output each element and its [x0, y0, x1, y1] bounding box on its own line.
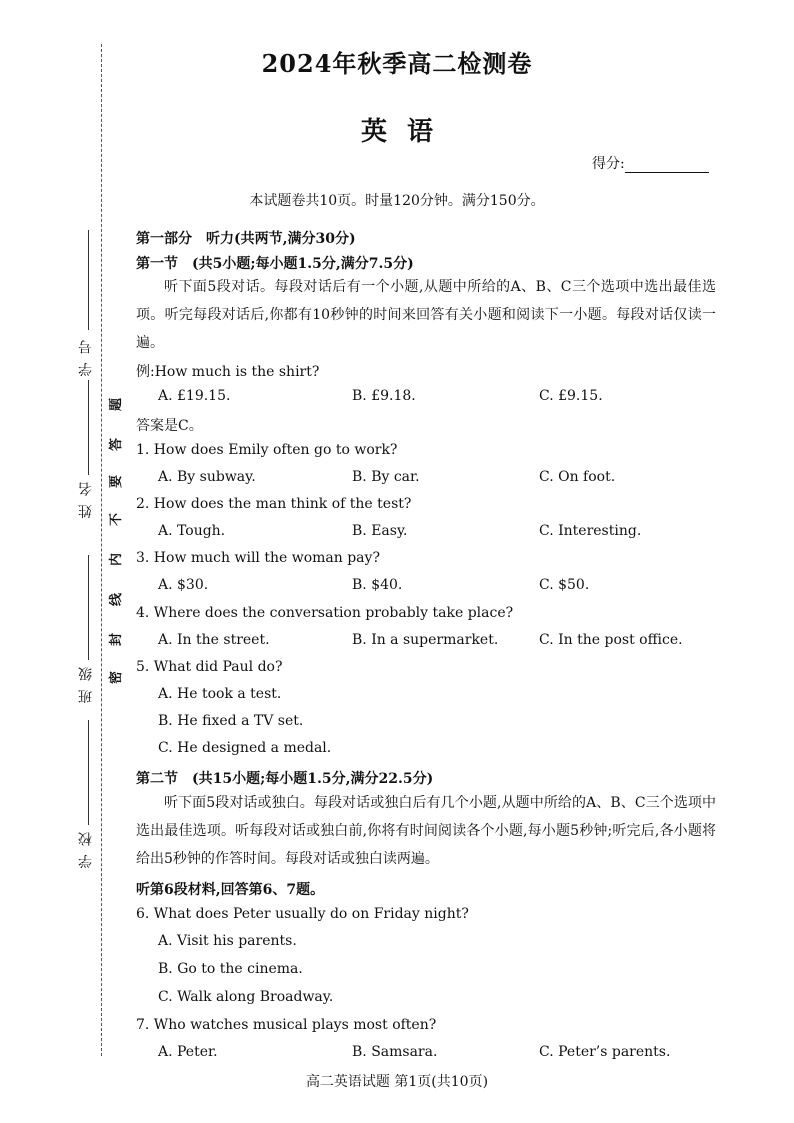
- seal-char: 内: [109, 552, 125, 567]
- q7-option-a: A. Peter.: [158, 1044, 218, 1060]
- class-label: 班 级: [78, 665, 94, 704]
- section2-instructions: 听下面5段对话或独白。每段对话或独白后有几个小题,从题中所给的A、B、C三个选项中选出最佳选项。听每段对话或独白前,你将有时间阅读各个小题,每小题5秒钟;听完后,各小题将给出5秒钟的作答时间。每段对话或独白读两遍。: [136, 795, 716, 867]
- page-footer: 高二英语试题 第1页(共10页): [305, 1074, 489, 1090]
- q6-option-c: C. Walk along Broadway.: [158, 989, 334, 1005]
- example-question: 例:How much is the shirt?: [136, 364, 320, 380]
- q2-option-a: A. Tough.: [158, 523, 226, 539]
- example-option-b: B. £9.18.: [352, 388, 416, 404]
- q5-option-a: A. He took a test.: [158, 686, 282, 702]
- q3-option-b: B. $40.: [352, 577, 403, 593]
- q2-option-b: B. Easy.: [352, 523, 408, 539]
- seal-char: 密: [109, 670, 125, 685]
- question-5: 5. What did Paul do?: [136, 659, 283, 675]
- q6-option-b: B. Go to the cinema.: [158, 961, 303, 977]
- q4-option-b: B. In a supermarket.: [352, 632, 499, 648]
- q4-option-c: C. In the post office.: [539, 632, 683, 648]
- q3-option-a: A. $30.: [158, 577, 209, 593]
- question-6: 6. What does Peter usually do on Friday night?: [136, 906, 469, 922]
- q7-option-c: C. Peter’s parents.: [539, 1044, 671, 1060]
- q3-option-c: C. $50.: [539, 577, 590, 593]
- name-blank[interactable]: [88, 380, 89, 475]
- class-blank[interactable]: [88, 555, 89, 660]
- seal-char: 要: [109, 474, 125, 489]
- example-answer: 答案是C。: [136, 418, 203, 434]
- exam-title: 2024年秋季高二检测卷: [261, 49, 533, 78]
- example-option-c: C. £9.15.: [539, 388, 603, 404]
- question-1: 1. How does Emily often go to work?: [136, 442, 398, 458]
- school-label: 学 校: [78, 830, 94, 869]
- score-field[interactable]: [592, 153, 709, 173]
- q6-option-a: A. Visit his parents.: [158, 933, 297, 949]
- section1-heading: 第一节 (共5小题;每小题1.5分,满分7.5分): [136, 256, 414, 272]
- q1-option-a: A. By subway.: [158, 469, 256, 485]
- question-2: 2. How does the man think of the test?: [136, 496, 412, 512]
- exam-intro: 本试题卷共10页。时量120分钟。满分150分。: [249, 193, 545, 209]
- section2-heading: 第二节 (共15小题;每小题1.5分,满分22.5分): [136, 771, 434, 787]
- material-note: 听第6段材料,回答第6、7题。: [136, 882, 325, 898]
- q5-option-b: B. He fixed a TV set.: [158, 713, 304, 729]
- q2-option-c: C. Interesting.: [539, 523, 642, 539]
- question-3: 3. How much will the woman pay?: [136, 550, 380, 566]
- section1-instructions: 听下面5段对话。每段对话后有一个小题,从题中所给的A、B、C三个选项中选出最佳选项。听完每段对话后,你都有10秒钟的时间来回答有关小题和阅读下一小题。每段对话仅读一遍。: [136, 279, 716, 351]
- seal-char: 答: [109, 437, 125, 452]
- q1-option-b: B. By car.: [352, 469, 420, 485]
- score-blank[interactable]: [625, 158, 709, 173]
- q5-option-c: C. He designed a medal.: [158, 740, 332, 756]
- q1-option-c: C. On foot.: [539, 469, 616, 485]
- seal-char: 线: [109, 592, 125, 607]
- subject-title: 英语: [360, 117, 453, 147]
- student-id-blank[interactable]: [88, 230, 89, 330]
- seal-char: 不: [109, 512, 125, 527]
- seal-char: 封: [109, 632, 125, 647]
- part1-heading: 第一部分 听力(共两节,满分30分): [136, 231, 356, 247]
- score-label: 得分:: [592, 156, 625, 172]
- q4-option-a: A. In the street.: [158, 632, 270, 648]
- seal-char: 题: [109, 397, 125, 412]
- question-7: 7. Who watches musical plays most often?: [136, 1017, 437, 1033]
- school-blank[interactable]: [88, 720, 89, 825]
- example-option-a: A. £19.15.: [158, 388, 231, 404]
- question-4: 4. Where does the conversation probably take place?: [136, 605, 514, 621]
- student-id-label: 学 号: [78, 338, 94, 377]
- q7-option-b: B. Samsara.: [352, 1044, 438, 1060]
- name-label: 姓 名: [78, 480, 94, 519]
